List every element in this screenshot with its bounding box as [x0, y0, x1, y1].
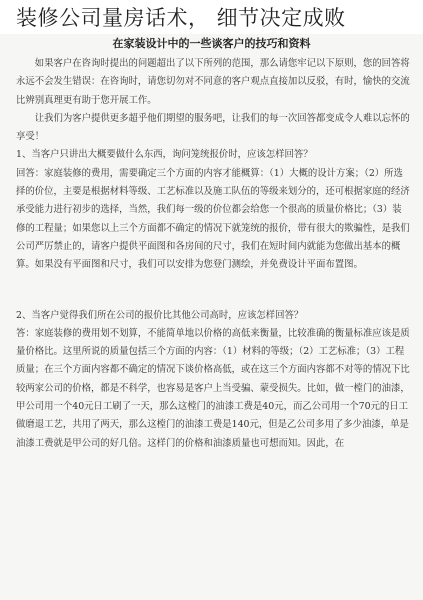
answer-2: 答：家庭装修的费用划不划算，不能简单地以价格的高低来衡量，比较准确的衡量标准应该是质量价格比。这里所说的质量包括三个方面的内容：（1）材料的等级；（2）工艺标准；（3）工程质量；在三个方面内容都不确定的情况下谈价格高低，或在这三个方面内容都不对等的情况下比较两家公司的价格，都是不科学，也容易是客户上当受骗、蒙受损失。比如，做一樘门的油漆，甲公司用一个40元日工刷了一天，那么这樘门的油漆工费是40元，而乙公司用一个70元的日工做磨退工艺，共用了两天，那么这樘门的油漆工费是140元，但是乙公司多用了多少油漆，单是油漆工费就是甲公司的好几倍。这样门的价格和油漆质量也可想而知。因此，在: [16, 327, 410, 449]
question-1: 1、当客户只讲出大概要做什么东西，询问笼统报价时，应该怎样回答？: [16, 149, 313, 161]
document-body: [0, 55, 423, 453]
document-page: [0, 34, 423, 600]
answer-1: 回答：家庭装修的费用，需要确定三个方面的内容才能概算：（1）大概的设计方案；（2）所选择的价位，主要是根据材料等级、工艺标准以及施工队伍的等级来划分的，还可根据家庭的经济承受能力进行初步的选择，当然，我们每一级的价位都会给您一个很高的质量价格比；（3）装修的工程量；如果您以上三个方面都不确定的情况下就笼统的报价，带有很大的欺骗性，是我们公司严厉禁止的，请客户提供平面图和各房间的尺寸，我们在短时间内就能为您做出基本的概算。如果没有平面图和尺寸，我们可以安排为您登门测绘，并免费设计平面布置图。: [16, 167, 410, 271]
intro-paragraph: 如果客户在咨询时提出的问题超出了以下所列的范围，那么请您牢记以下原则，您的回答将永远不会发生错误：在咨询时，请您切勿对不同意的客户观点直接加以反驳，有时，愉快的交流比辨别真理更有助于您开展工作。: [16, 58, 410, 106]
question-2: 2、当客户觉得我们所在公司的报价比其他公司高时，应该怎样回答？: [16, 309, 304, 321]
intro-paragraph: 让我们为客户提供更多超乎他们期望的服务吧，让我们的每一次回答都变成令人难以忘怀的享受！: [16, 112, 410, 143]
document-subtitle: 在家装设计中的一些谈客户的技巧和资料: [112, 37, 311, 50]
paragraph-gap: [16, 275, 411, 307]
headline: 装修公司量房话术， 细节决定成败: [16, 6, 346, 30]
